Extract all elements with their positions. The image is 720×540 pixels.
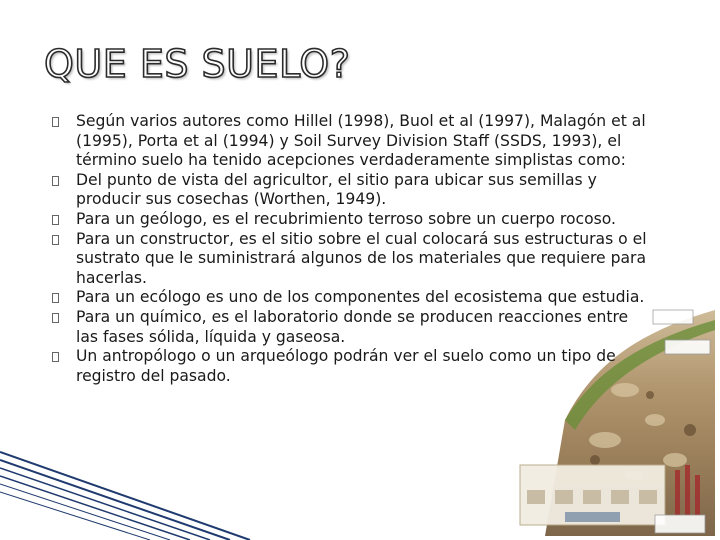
bullet-item: [52, 308, 652, 347]
bullet-text: Según varios autores como Hillel (1998), Buol et al (1997), Malagón et al (1995), Porta et al (1994) y Soil Survey Division Staff (SSDS, 1993), el término suelo ha tenido acepciones verdaderamente simplistas como:: [76, 112, 646, 170]
bullet-item: [52, 347, 652, 386]
bullet-square-icon: [52, 313, 59, 323]
bullet-square-icon: [52, 117, 59, 127]
bullet-text: Para un geólogo, es el recubrimiento terroso sobre un cuerpo rocoso.: [76, 209, 617, 228]
bullet-text: Un antropólogo o un arqueólogo podrán ver el suelo como un tipo de registro del pasado.: [76, 347, 616, 385]
bullet-item: [52, 288, 652, 308]
bullet-square-icon: [52, 176, 59, 186]
bullet-square-icon: [52, 235, 59, 245]
bullet-text: Para un constructor, es el sitio sobre el cual colocará sus estructuras o el sustrato que le suministrará algunos de los materiales que requiere para hacerlas.: [76, 229, 647, 287]
bullet-item: [52, 210, 652, 230]
bullet-text: Del punto de vista del agricultor, el sitio para ubicar sus semillas y producir sus cosechas (Worthen, 1949).: [76, 170, 597, 209]
bullet-list: [52, 112, 652, 386]
bullet-square-icon: [52, 215, 59, 225]
bullet-text: Para un ecólogo es uno de los componentes del ecosistema que estudia.: [76, 288, 645, 307]
bullet-square-icon: [52, 293, 59, 303]
bullet-item: [52, 230, 652, 289]
bullet-item: [52, 112, 652, 171]
bullet-item: [52, 171, 652, 210]
slide-title: QUE ES SUELO?: [44, 42, 351, 86]
bullet-text: Para un químico, es el laboratorio donde se producen reacciones entre las fases sólida, líquida y gaseosa.: [76, 307, 629, 346]
corner-decoration-lines: [0, 440, 260, 540]
bullet-square-icon: [52, 352, 59, 362]
